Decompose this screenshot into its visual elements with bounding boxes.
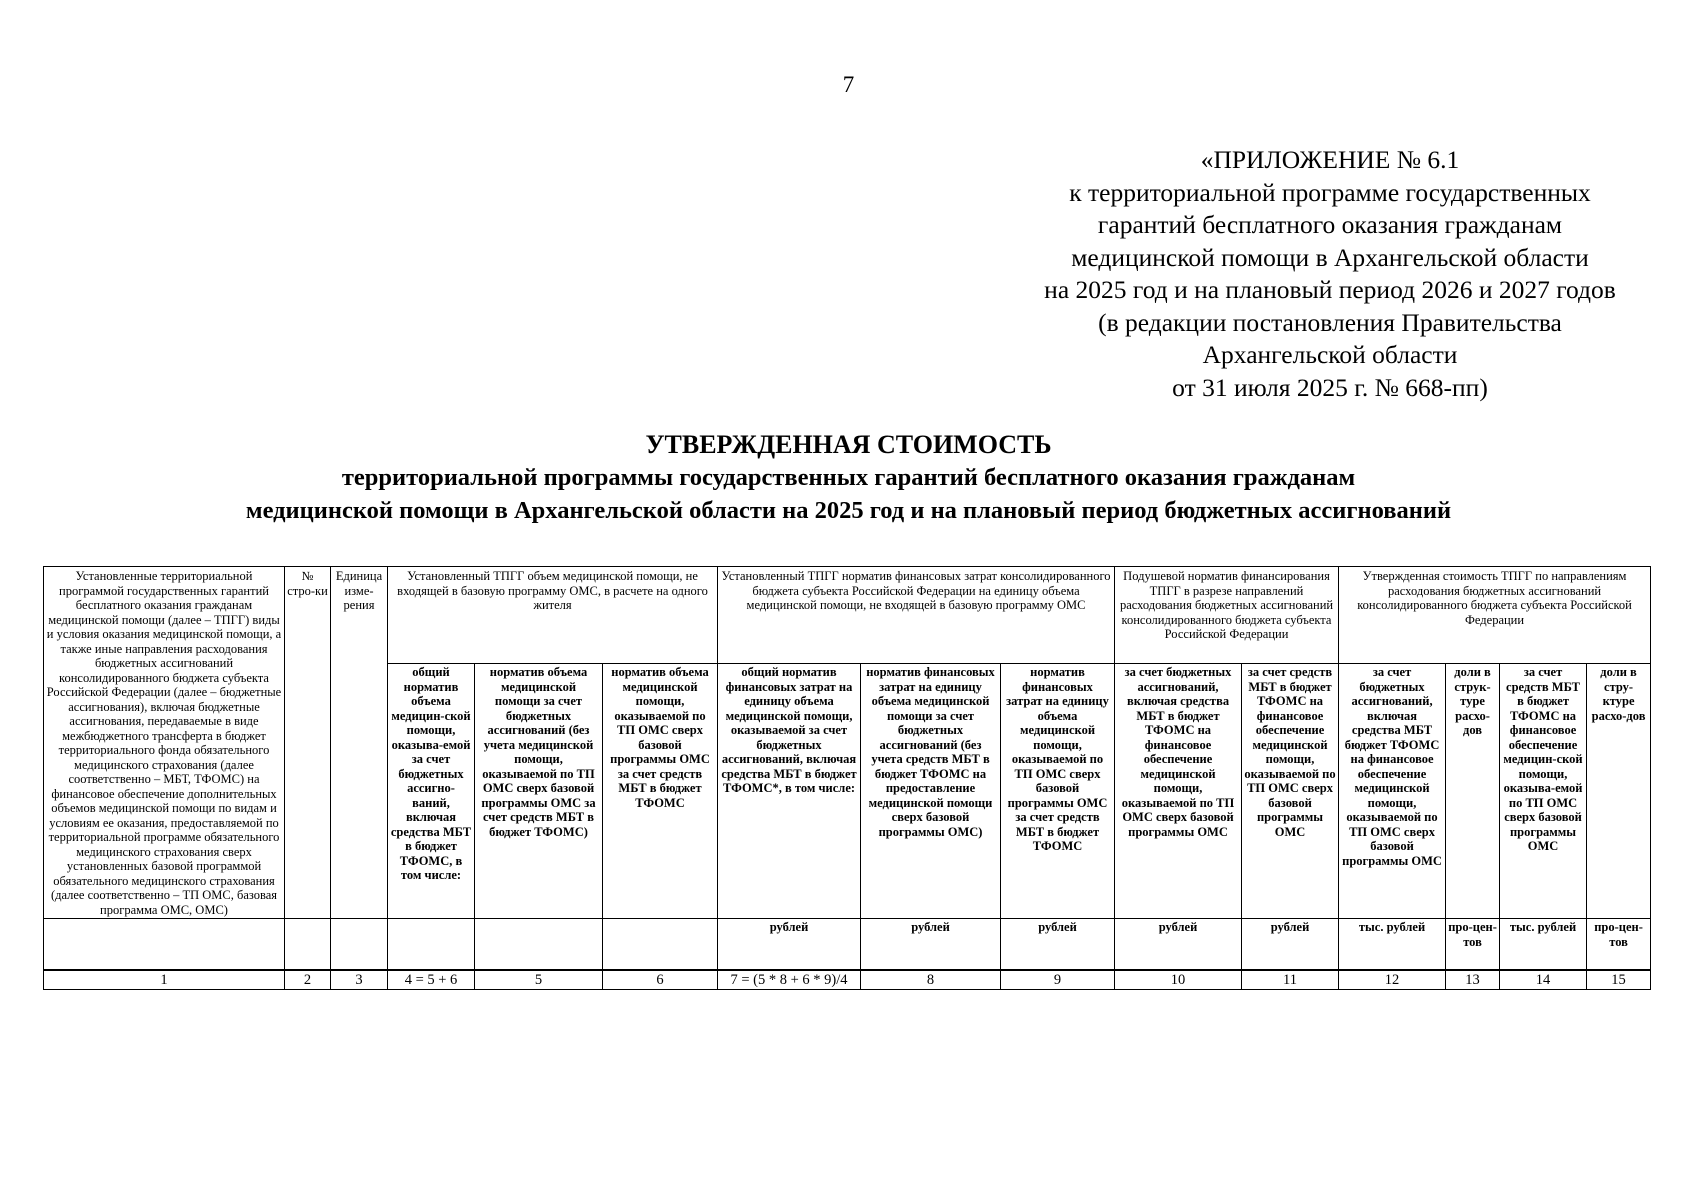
subheader-c4: общий норматив объема медицин-ской помощи, оказыва-емой за счет бюджетных ассигно-ваний, включая средства МБТ в бюджет ТФОМС, в том числе:: [388, 664, 475, 919]
appendix-line: «ПРИЛОЖЕНИЕ № 6.1: [1200, 145, 1460, 174]
unit-cell: рублей: [1001, 919, 1115, 971]
subheader-c15: доли в стру-ктуре расхо-дов: [1587, 664, 1651, 919]
appendix-line: Архангельской области: [1202, 340, 1458, 369]
appendix-line: гарантий бесплатного оказания гражданам: [1097, 210, 1563, 239]
unit-cell: [603, 919, 718, 971]
unit-cell: рублей: [718, 919, 861, 971]
title-line-3: медицинской помощи в Архангельской области на 2025 год и на плановый период бюджетных ассигнований: [245, 497, 1452, 524]
unit-cell: про-цен-тов: [1446, 919, 1500, 971]
subheader-c12: за счет бюджетных ассигнований, включая средства МБТ бюджет ТФОМС на финансовое обеспечение медицинской помощи, оказываемой по ТП ОМС сверх базовой программы ОМС: [1339, 664, 1446, 919]
unit-cell: про-цен-тов: [1587, 919, 1651, 971]
header-types-of-care: Установленные территориальной программой государственных гарантий бесплатного оказания гражданам медицинской помощи (далее – ТПГГ) виды и условия оказания медицинской помощи, а также иные направления расходования бюджетных ассигнований консолидированного бюджета субъекта Российской Федерации (далее – бюджетные ассигнования), включая бюджетные ассигнования, передаваемые в виде межбюджетного трансферта в бюджет территориального фонда обязательного медицинского страхования (далее соответственно – МБТ, ТФОМС) на финансовое обеспечение дополнительных объемов медицинской помощи по видам и условиям ее оказания, предоставляемой по территориальной программе обязательного медицинского страхования сверх установленных базовой программой обязательного медицинского страхования (далее соответственно – ТП ОМС, базовая программа ОМС, ОМС): [44, 567, 285, 919]
unit-cell: рублей: [1115, 919, 1242, 971]
table-column-numbers-row: [44, 970, 1651, 990]
cost-table: [43, 566, 1651, 990]
subheader-c8: норматив финансовых затрат на единицу объема медицинской помощи за счет бюджетных ассигнований (без учета средств МБТ в бюджет ТФОМС на предоставление медицинской помощи сверх базовой программы ОМС): [861, 664, 1001, 919]
header-cost-norm-group: Установленный ТПГГ норматив финансовых затрат консолидированного бюджета субъекта Российской Федерации на единицу объема медицинской помощи, не входящей в базовую программу ОМС: [718, 567, 1115, 664]
unit-cell: рублей: [861, 919, 1001, 971]
unit-cell: [475, 919, 603, 971]
subheader-c7: общий норматив финансовых затрат на единицу объема медицинской помощи, оказываемой за счет бюджетных ассигнований, включая средства МБТ в бюджет ТФОМС*, в том числе:: [718, 664, 861, 919]
column-number: 4 = 5 + 6: [388, 970, 475, 990]
table-units-row: [44, 919, 1651, 971]
column-number: 10: [1115, 970, 1242, 990]
title-line-2: территориальной программы государственных гарантий бесплатного оказания гражданам: [341, 464, 1356, 491]
header-approved-cost-group: Утвержденная стоимость ТПГГ по направлениям расходования бюджетных ассигнований консолидированного бюджета субъекта Российской Федерации: [1339, 567, 1651, 664]
column-number: 8: [861, 970, 1001, 990]
appendix-header: [1000, 144, 1660, 404]
appendix-line: (в редакции постановления Правительства: [1098, 307, 1562, 337]
subheader-c5: норматив объема медицинской помощи за счет бюджетных ассигнований (без учета медицинской помощи, оказываемой по ТП ОМС сверх базовой программы ОМС за счет средств МБТ в бюджет ТФОМС): [475, 664, 603, 919]
unit-cell: [331, 919, 388, 971]
column-number: 12: [1339, 970, 1446, 990]
column-number: 1: [44, 970, 285, 990]
appendix-line: медицинской помощи в Архангельской области: [1071, 242, 1589, 272]
column-number: 2: [285, 970, 331, 990]
column-number: 11: [1242, 970, 1339, 990]
appendix-line: от 31 июля 2025 г. № 668-пп): [1172, 372, 1488, 402]
title-main: УТВЕРЖДЕННАЯ СТОИМОСТЬ: [645, 430, 1052, 459]
unit-cell: [388, 919, 475, 971]
unit-cell: тыс. рублей: [1339, 919, 1446, 971]
column-number: 15: [1587, 970, 1651, 990]
column-number: 3: [331, 970, 388, 990]
unit-cell: тыс. рублей: [1500, 919, 1587, 971]
table-header-row: [44, 567, 1651, 664]
header-row-number: № стро-ки: [285, 567, 331, 919]
unit-cell: [285, 919, 331, 971]
document-title: [0, 428, 1697, 527]
column-number: 9: [1001, 970, 1115, 990]
column-number: 7 = (5 * 8 + 6 * 9)/4: [718, 970, 861, 990]
subheader-c11: за счет средств МБТ в бюджет ТФОМС на финансовое обеспечение медицинской помощи, оказываемой по ТП ОМС сверх базовой программы ОМС: [1242, 664, 1339, 919]
column-number: 13: [1446, 970, 1500, 990]
unit-cell: [44, 919, 285, 971]
header-unit: Единица изме-рения: [331, 567, 388, 919]
subheader-c13: доли в струк-туре расхо-дов: [1446, 664, 1500, 919]
column-number: 5: [475, 970, 603, 990]
subheader-c6: норматив объема медицинской помощи, оказываемой по ТП ОМС сверх базовой программы ОМС за счет средств МБТ в бюджет ТФОМС: [603, 664, 718, 919]
subheader-c10: за счет бюджетных ассигнований, включая средства МБТ в бюджет ТФОМС на финансовое обеспечение медицинской помощи, оказываемой по ТП ОМС сверх базовой программы ОМС: [1115, 664, 1242, 919]
subheader-c14: за счет средств МБТ в бюджет ТФОМС на финансовое обеспечение медицин-ской помощи, оказыва-емой по ТП ОМС сверх базовой программы ОМС: [1500, 664, 1587, 919]
header-volume-group: Установленный ТПГГ объем медицинской помощи, не входящей в базовую программу ОМС, в расчете на одного жителя: [388, 567, 718, 664]
page-number: 7: [842, 72, 855, 97]
column-number: 6: [603, 970, 718, 990]
unit-cell: рублей: [1242, 919, 1339, 971]
column-number: 14: [1500, 970, 1587, 990]
subheader-c9: норматив финансовых затрат на единицу объема медицинской помощи, оказываемой по ТП ОМС сверх базовой программы ОМС за счет средств МБТ в бюджет ТФОМС: [1001, 664, 1115, 919]
header-per-capita-group: Подушевой норматив финансирования ТПГГ в разрезе направлений расходования бюджетных ассигнований консолидированного бюджета субъекта Российской Федерации: [1115, 567, 1339, 664]
appendix-line: на 2025 год и на плановый период 2026 и 2027 годов: [1044, 275, 1616, 304]
appendix-line: к территориальной программе государственных: [1069, 177, 1591, 207]
